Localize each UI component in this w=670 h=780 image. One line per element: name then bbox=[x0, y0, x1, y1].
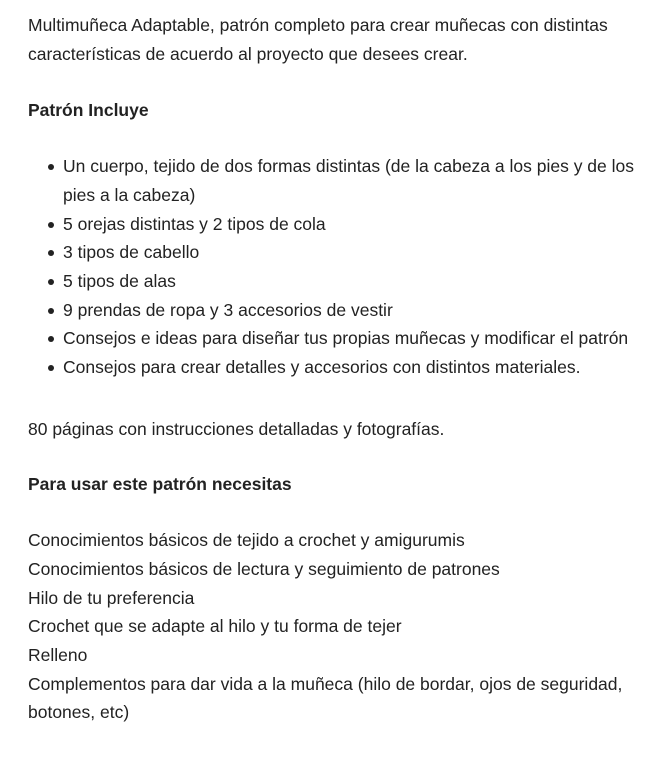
list-item: Consejos para crear detalles y accesorios con distintos materiales. bbox=[63, 353, 658, 382]
list-item: 5 tipos de alas bbox=[63, 267, 658, 296]
needs-item: Relleno bbox=[28, 644, 88, 665]
list-item: 9 prendas de ropa y 3 accesorios de vestir bbox=[63, 296, 658, 325]
needs-item: Conocimientos básicos de lectura y seguimiento de patrones bbox=[28, 558, 500, 579]
needs-item: Conocimientos básicos de tejido a crochet y amigurumis bbox=[28, 530, 465, 551]
needs-list bbox=[28, 526, 658, 727]
intro-paragraph: Multimuñeca Adaptable, patrón completo para crear muñecas con distintas características de acuerdo al proyecto que desees crear. bbox=[28, 15, 608, 64]
includes-heading: Patrón Incluye bbox=[28, 100, 149, 121]
needs-item: Complementos para dar vida a la muñeca (hilo de bordar, ojos de seguridad, botones, etc) bbox=[28, 673, 623, 723]
list-item: Consejos e ideas para diseñar tus propias muñecas y modificar el patrón bbox=[63, 324, 658, 353]
list-item: Un cuerpo, tejido de dos formas distintas (de la cabeza a los pies y de los pies a la cabeza) bbox=[63, 152, 658, 209]
needs-heading: Para usar este patrón necesitas bbox=[28, 474, 292, 495]
list-item: 3 tipos de cabello bbox=[63, 238, 658, 267]
pages-info: 80 páginas con instrucciones detalladas y fotografías. bbox=[28, 418, 445, 439]
needs-item: Hilo de tu preferencia bbox=[28, 587, 195, 608]
list-item: 5 orejas distintas y 2 tipos de cola bbox=[63, 210, 658, 239]
includes-list bbox=[28, 152, 658, 382]
needs-item: Crochet que se adapte al hilo y tu forma de tejer bbox=[28, 616, 402, 637]
